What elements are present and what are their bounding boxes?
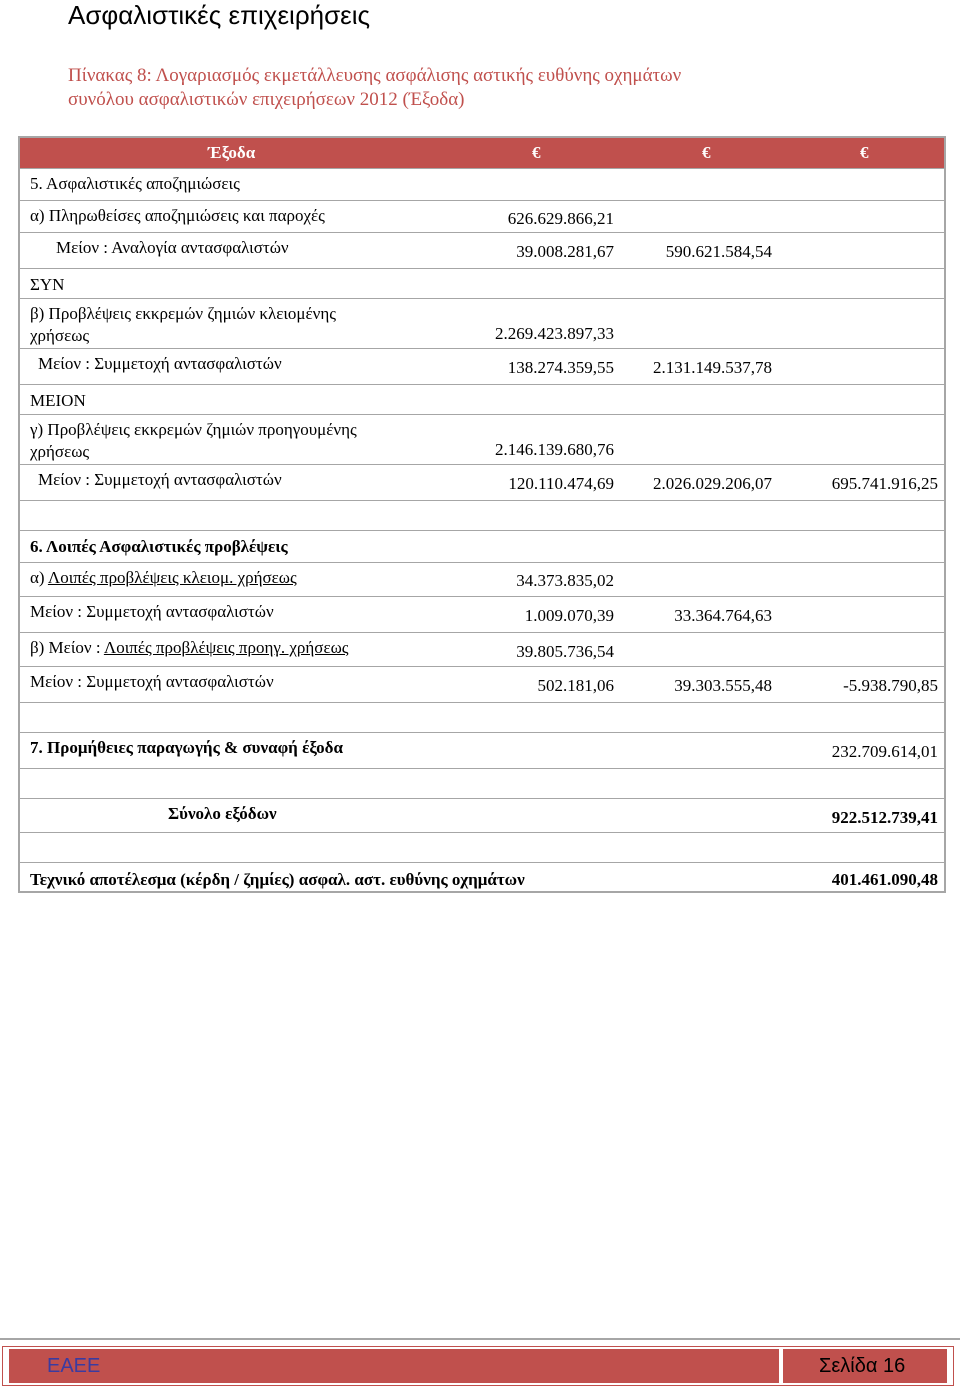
table-row-empty [20,768,944,799]
table-caption-line1: Πίνακας 8: Λογαριασμός εκμετάλλευσης ασφάλισης αστικής ευθύνης οχημάτων [68,65,682,86]
table-row-empty [20,500,944,531]
row-label: Μείον : Συμμετοχή αντασφαλιστών [30,602,274,621]
value-col1: 626.629.866,21 [507,209,614,228]
row-label-prefix: α) [30,568,48,587]
value-col1: 2.269.423.897,33 [495,324,614,343]
row-label-line2: χρήσεως [30,326,90,345]
result-value: 401.461.090,48 [831,870,938,889]
result-label: Τεχνικό αποτέλεσμα (κέρδη / ζημίες) ασφαλ. αστ. ευθύνης οχημάτων [30,870,525,889]
table-header-row [20,138,944,168]
row-label: Μείον : Αναλογία αντασφαλιστών [56,238,289,257]
value-col3: 695.741.916,25 [831,474,938,493]
value-col3: 232.709.614,01 [831,742,938,761]
row-label: 5. Ασφαλιστικές αποζημιώσεις [30,174,240,193]
row-label: α) Πληρωθείσες αποζημιώσεις και παροχές [30,206,325,225]
footer-org: ΕΑΕΕ [9,1349,779,1383]
row-label-line1: γ) Προβλέψεις εκκρεμών ζημιών προηγουμένης [30,420,357,439]
row-label-line1: β) Προβλέψεις εκκρεμών ζημιών κλειομένης [30,304,336,323]
row-label: Μείον : Συμμετοχή αντασφαλιστών [38,470,282,489]
row-label-prefix: β) Μείον : [30,638,104,657]
table-row [20,596,944,633]
value-col1: 39.805.736,54 [516,642,614,661]
table-row [20,464,944,501]
table-row-empty [20,702,944,733]
value-col2: 33.364.764,63 [674,606,772,625]
row-label-underlined: Λοιπές προβλέψεις προηγ. χρήσεως [103,638,349,657]
table-row-result [20,862,944,894]
row-label: Μείον : Συμμετοχή αντασφαλιστών [38,354,282,373]
value-col1: 39.008.281,67 [516,242,614,261]
table-row [20,298,944,349]
row-label: ΜΕΙΟΝ [30,391,86,410]
value-col1: 34.373.835,02 [516,571,614,590]
table-row [20,384,944,415]
row-label: ΣΥΝ [30,275,65,294]
value-col3: -5.938.790,85 [843,676,938,695]
table-caption [68,64,868,112]
document-header-title: Ασφαλιστικές επιχειρήσεις [68,0,371,30]
table-row [20,732,944,769]
table-row [20,666,944,703]
header-currency-2: € [702,143,711,162]
header-currency-3: € [860,143,869,162]
table-row [20,414,944,465]
header-currency-1: € [532,143,541,162]
row-label [30,568,297,588]
row-label-line2: χρήσεως [30,442,90,461]
total-value: 922.512.739,41 [831,808,938,827]
footer-bar [2,1346,954,1386]
table-row [20,200,944,233]
value-col1: 502.181,06 [537,676,614,695]
row-label-underlined: Λοιπές προβλέψεις κλειομ. χρήσεως [47,568,297,587]
value-col2: 39.303.555,48 [674,676,772,695]
row-label: 6. Λοιπές Ασφαλιστικές προβλέψεις [30,537,288,556]
table-caption-line2: συνόλου ασφαλιστικών επιχειρήσεων 2012 (Έξοδα) [68,89,465,110]
value-col1: 1.009.070,39 [524,606,614,625]
table-row-empty [20,832,944,863]
value-col1: 120.110.474,69 [508,474,614,493]
row-label [30,638,349,658]
total-label: Σύνολο εξόδων [168,804,277,823]
value-col2: 2.026.029.206,07 [653,474,772,493]
value-col2: 590.621.584,54 [665,242,772,261]
table-row [20,268,944,299]
expenses-table [18,136,946,893]
value-col2: 2.131.149.537,78 [653,358,772,377]
value-col1: 138.274.359,55 [507,358,614,377]
table-row-total [20,798,944,833]
header-label-expenses: Έξοδα [208,143,256,162]
table-row [20,632,944,667]
page-footer [0,1338,960,1396]
footer-page-number: Σελίδα 16 [783,1349,947,1383]
table-row [20,348,944,385]
row-label: 7. Προμήθειες παραγωγής & συναφή έξοδα [30,738,343,757]
table-row [20,562,944,597]
table-row [20,530,944,563]
row-label: Μείον : Συμμετοχή αντασφαλιστών [30,672,274,691]
table-row [20,168,944,201]
value-col1: 2.146.139.680,76 [495,440,614,459]
table-row [20,232,944,269]
